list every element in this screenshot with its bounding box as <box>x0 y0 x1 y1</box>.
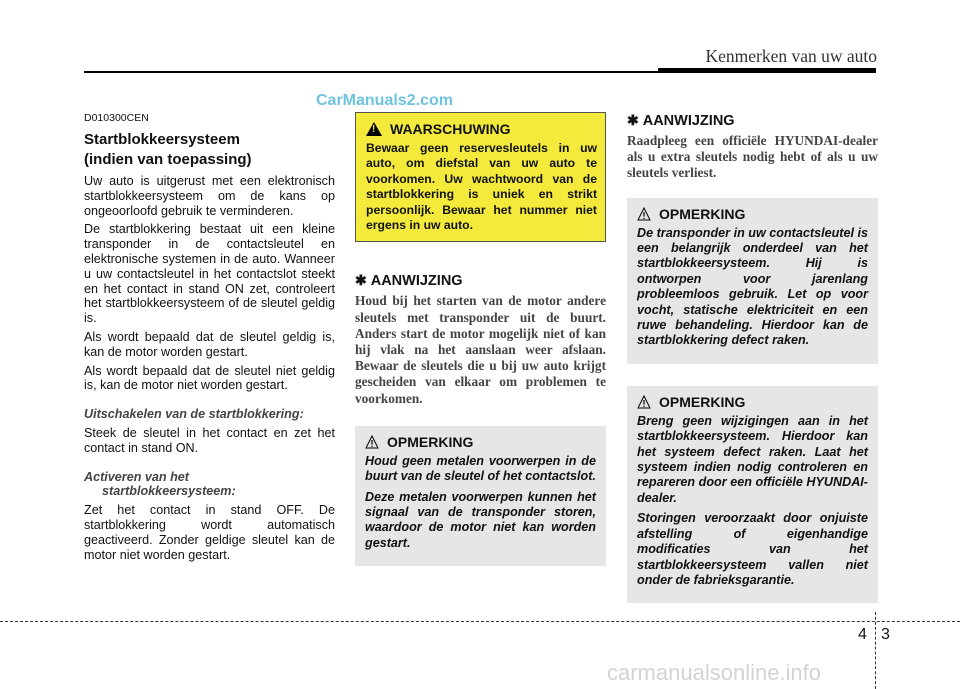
section-heading-sub: (indien van toepassing) <box>84 151 252 168</box>
aanwijzing-header <box>355 272 606 289</box>
note-text <box>365 454 596 551</box>
note-title: OPMERKING <box>659 205 746 222</box>
note-header <box>365 434 596 450</box>
note-paragraph: Houd geen metalen voorwerpen in de buurt van de sleutel of het contactslot. <box>365 453 596 484</box>
note-box <box>627 386 878 603</box>
warning-box <box>355 112 606 242</box>
warning-header <box>366 121 597 137</box>
caution-icon <box>637 395 651 409</box>
page-number: 3 <box>881 626 890 643</box>
note-paragraph: Deze metalen voorwerpen kunnen het signaal van de transponder storen, waardoor de motor niet kan worden gestart. <box>365 489 596 550</box>
watermark-link[interactable]: CarManuals2.com <box>316 92 453 109</box>
note-header <box>637 206 868 222</box>
aanwijzing-text: Raadpleeg een officiële HYUNDAI-dealer als u extra sleutels nodig hebt of als u uw sleutels verliest. <box>627 133 878 181</box>
note-text <box>637 226 868 349</box>
section-title: Kenmerken van uw auto <box>705 46 877 66</box>
paragraph: De startblokkering bestaat uit een kleine transponder in de contactsleutel en elektronische systemen in de auto. Wanneer u uw contactsleutel in het contactslot steekt en het contact in stand ON zet, controleert het startblokkeersysteem of de sleutel geldig is. <box>84 222 335 326</box>
footer-divider <box>875 612 876 689</box>
note-paragraph: Breng geen wijzigingen aan in het startblokkeersysteem. Hierdoor kan het systeem defect raken. Laat het systeem indien nodig controleren en repareren door een officiële HYUNDAI-dealer. <box>637 413 868 505</box>
aanwijzing-title: AANWIJZING <box>370 272 463 289</box>
note-box <box>627 198 878 364</box>
note-paragraph: Storingen veroorzaakt door onjuiste afstelling of eigenhandige modificaties van het startblokkeersysteem vallen niet onder de fabrieksgarantie. <box>637 511 868 587</box>
note-text <box>637 414 868 588</box>
aanwijzing-text: Houd bij het starten van de motor andere sleutels met transponder uit de buurt. Anders start de motor mogelijk niet of kan hij vlak na het aanslaan weer afslaan. Bewaar de sleutels die u bij uw auto krijgt gescheiden van elkaar om problemen te voorkomen. <box>355 293 606 406</box>
note-box <box>355 426 606 566</box>
note-header <box>637 394 868 410</box>
paragraph: Zet het contact in stand OFF. De startblokkering wordt automatisch geactiveerd. Zonder geldige sleutel kan de motor niet worden gestart. <box>84 503 335 562</box>
note-title: OPMERKING <box>659 393 746 410</box>
section-number: 4 <box>858 626 867 643</box>
column-middle <box>355 112 606 566</box>
paragraph: Als wordt bepaald dat de sleutel niet geldig is, kan de motor niet worden gestart. <box>84 363 335 393</box>
subheading-disable: Uitschakelen van de startblokkering: <box>84 407 304 422</box>
star-icon: ✱ <box>627 112 639 128</box>
section-heading: Startblokkeersysteem <box>84 131 240 148</box>
paragraph: Uw auto is uitgerust met een elektronisch startblokkeersysteem om de kans op ongeoorloofd gebruik te verminderen. <box>84 174 335 218</box>
header-rule <box>84 71 658 73</box>
caution-icon <box>637 207 651 221</box>
header-rule-accent <box>658 68 876 73</box>
subheading-activate-cont: startblokkeersysteem: <box>102 484 236 499</box>
star-icon: ✱ <box>355 272 367 289</box>
subheading-activate: Activeren van het <box>84 469 189 484</box>
site-watermark: carmanualsonline.info <box>607 660 822 685</box>
footer-rule <box>0 621 960 622</box>
caution-icon <box>365 435 379 449</box>
note-paragraph: De transponder in uw contactsleutel is een belangrijk onderdeel van het startblokkeersysteem. Hij is ontworpen voor jarenlang probleemloos gebruik. Let op voor vocht, statische elektriciteit en een ruwe behandeling. Hierdoor kan de startblokkering defect raken. <box>637 225 868 348</box>
warning-icon <box>366 122 382 136</box>
aanwijzing-title: AANWIJZING <box>642 112 735 129</box>
paragraph: Steek de sleutel in het contact en zet het contact in stand ON. <box>84 425 335 455</box>
column-left <box>84 108 335 562</box>
section-code: D010300CEN <box>84 112 149 124</box>
aanwijzing-header <box>627 112 878 129</box>
note-title: OPMERKING <box>387 433 474 450</box>
column-right <box>627 112 878 603</box>
warning-text: Bewaar geen reservesleutels in uw auto, om diefstal van uw auto te voorkomen. Uw wachtwoord van de startblokkering is uniek en strikt persoonlijk. Bewaar het nummer niet ergens in uw auto. <box>366 141 597 233</box>
warning-title: WAARSCHUWING <box>390 121 511 137</box>
paragraph: Als wordt bepaald dat de sleutel geldig is, kan de motor worden gestart. <box>84 329 335 359</box>
